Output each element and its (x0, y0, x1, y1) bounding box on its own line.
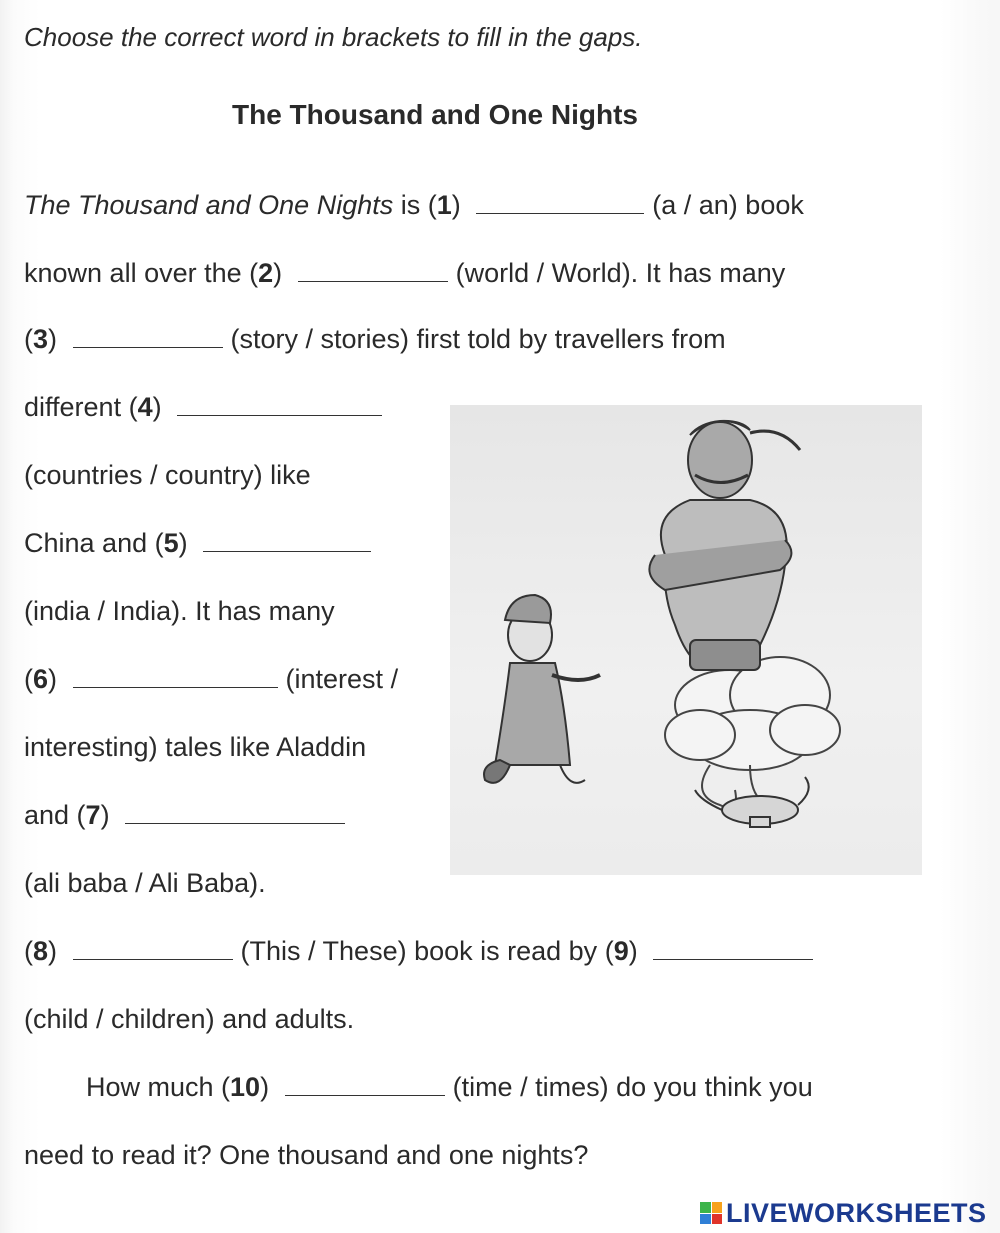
gap-input-9[interactable] (653, 958, 813, 960)
genie-illustration (450, 405, 922, 875)
gap-input-8[interactable] (73, 958, 233, 960)
logo-text: LIVEWORKSHEETS (726, 1197, 987, 1228)
text-line-10: and (7) (24, 798, 353, 832)
liveworksheets-logo (700, 1196, 987, 1230)
text-line-3: (3) (story / stories) first told by travellers from (24, 324, 726, 354)
text-line-5: (countries / country) like (24, 460, 311, 490)
gap-input-7[interactable] (125, 822, 345, 824)
text-line-12: (8) (This / These) book is read by (9) (24, 934, 821, 968)
gap-input-3[interactable] (73, 346, 223, 348)
gap-input-10[interactable] (285, 1094, 445, 1096)
page-title: The Thousand and One Nights (232, 99, 638, 130)
text-line-1: The Thousand and One Nights is (1) (a / an) book (24, 190, 804, 220)
gap-input-2[interactable] (298, 280, 448, 282)
genie-and-boy-drawing (450, 405, 922, 875)
text-line-2: known all over the (2) (world / World). It has many (24, 258, 786, 288)
text-line-11: (ali baba / Ali Baba). (24, 868, 266, 898)
text-line-9: interesting) tales like Aladdin (24, 732, 367, 762)
text-line-15: need to read it? One thousand and one nights? (24, 1140, 589, 1170)
text-line-6: China and (5) (24, 526, 379, 560)
text-line-7: (india / India). It has many (24, 596, 335, 626)
liveworksheets-logo-icon (700, 1202, 722, 1224)
instruction: Choose the correct word in brackets to fill in the gaps. (24, 22, 643, 52)
text-line-14: How much (10) (time / times) do you think you (86, 1072, 813, 1102)
gap-input-4[interactable] (177, 414, 382, 416)
gap-input-6[interactable] (73, 686, 278, 688)
gap-input-5[interactable] (203, 550, 371, 552)
text-line-8: (6) (interest / (24, 664, 399, 694)
text-line-4: different (4) (24, 390, 390, 424)
gap-input-1[interactable] (476, 212, 644, 214)
text-line-13: (child / children) and adults. (24, 1004, 355, 1034)
